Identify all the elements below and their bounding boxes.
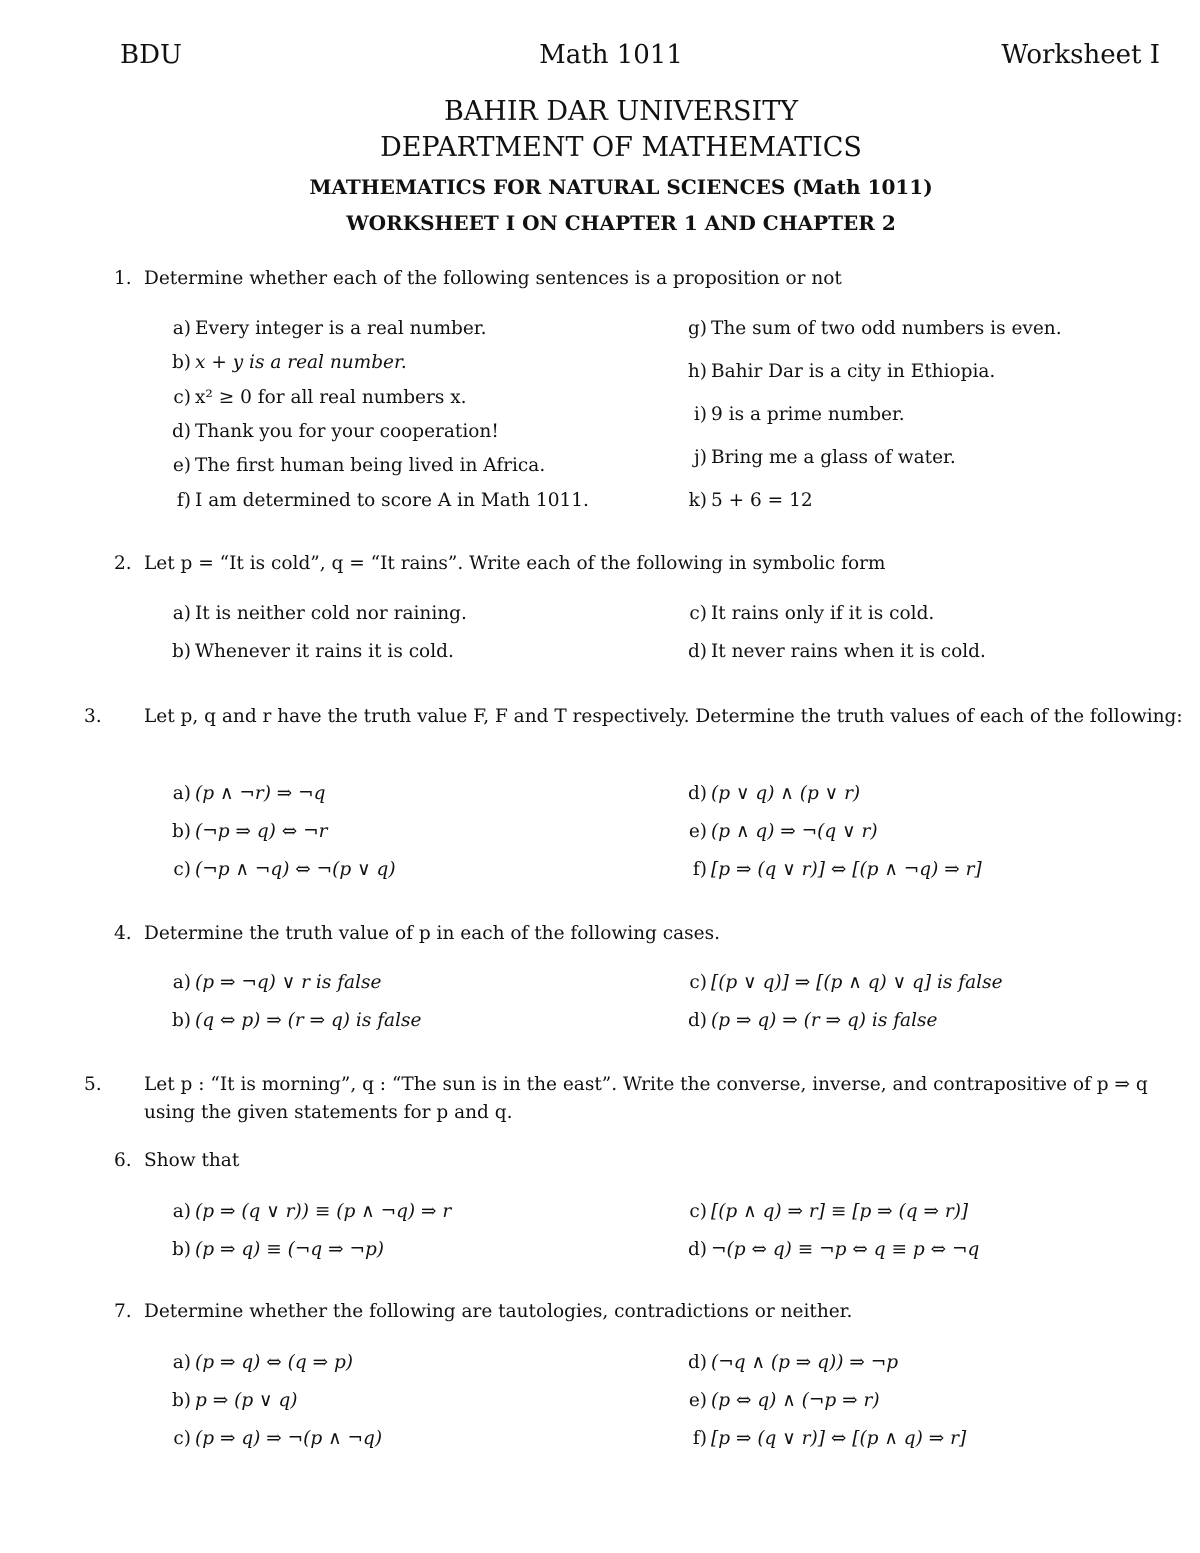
list-item: i) 9 is a prime number.: [693, 404, 905, 425]
list-item: a) (p ⇒ (q ∨ r)) ≡ (p ∧ ¬q) ⇒ r: [172, 1201, 452, 1222]
list-item: a) (p ⇒ q) ⇔ (q ⇒ p): [172, 1352, 354, 1373]
list-item: e) (p ∧ q) ⇒ ¬(q ∨ r): [688, 821, 878, 842]
list-item: g) The sum of two odd numbers is even.: [687, 318, 1062, 339]
worksheet-title: WORKSHEET I ON CHAPTER 1 AND CHAPTER 2: [346, 211, 896, 235]
list-item: b) x + y is a real number.: [171, 352, 407, 373]
header-right: Worksheet I: [1001, 40, 1160, 70]
list-item: j) Bring me a glass of water.: [694, 447, 956, 468]
list-item: f) [p ⇒ (q ∨ r)] ⇔ [(p ∧ q) ⇒ r]: [692, 1428, 967, 1449]
header-left: BDU: [120, 40, 182, 70]
list-item: e) The first human being lived in Africa.: [172, 455, 546, 476]
list-item: a) (p ∧ ¬r) ⇒ ¬q: [172, 783, 326, 804]
list-item: a) (p ⇒ ¬q) ∨ r is false: [172, 972, 382, 993]
list-item: c) (p ⇒ q) ⇒ ¬(p ∧ ¬q): [173, 1428, 383, 1449]
list-item: f) I am determined to score A in Math 1011.: [176, 490, 589, 511]
university-name: BAHIR DAR UNIVERSITY: [443, 96, 799, 127]
list-item: b) (q ⇔ p) ⇒ (r ⇒ q) is false: [171, 1010, 422, 1031]
question-5: [84, 1071, 1190, 1127]
list-item: d) (¬q ∧ (p ⇒ q)) ⇒ ¬p: [687, 1352, 899, 1373]
list-item: b) p ⇒ (p ∨ q): [171, 1390, 298, 1411]
title-block: [0, 94, 1200, 166]
list-item: d) It never rains when it is cold.: [687, 641, 986, 662]
list-item: c) [(p ∧ q) ⇒ r] ≡ [p ⇒ (q ⇒ r)]: [689, 1201, 969, 1222]
course-title: MATHEMATICS FOR NATURAL SCIENCES (Math 1011): [309, 175, 933, 199]
question-number: 5.: [84, 1074, 102, 1095]
list-item: c) (¬p ∧ ¬q) ⇔ ¬(p ∨ q): [173, 859, 396, 880]
list-item: c) It rains only if it is cold.: [689, 603, 935, 624]
list-item: d) (p ∨ q) ∧ (p ∨ r): [687, 783, 861, 804]
list-item: a) It is neither cold nor raining.: [172, 603, 467, 624]
list-item: e) (p ⇔ q) ∧ (¬p ⇒ r): [688, 1390, 880, 1411]
list-item: c) [(p ∨ q)] ⇒ [(p ∧ q) ∨ q] is false: [689, 972, 1003, 993]
question-number: 4.: [114, 923, 132, 944]
list-item: h) Bahir Dar is a city in Ethiopia.: [687, 361, 996, 382]
question-number: 6.: [114, 1150, 132, 1171]
question-6: [114, 1147, 1160, 1175]
question-1: [114, 265, 1160, 293]
question-text: Let p = “It is cold”, q = “It rains”. Write each of the following in symbolic form: [144, 553, 886, 574]
list-item: f) [p ⇒ (q ∨ r)] ⇔ [(p ∧ ¬q) ⇒ r]: [692, 859, 982, 880]
question-7: [114, 1298, 1160, 1326]
list-item: d) Thank you for your cooperation!: [171, 421, 499, 442]
question-text: Determine whether each of the following sentences is a proposition or not: [144, 268, 842, 289]
question-4: [114, 920, 1160, 948]
question-text: Determine whether the following are tautologies, contradictions or neither.: [144, 1301, 853, 1322]
list-item: b) (¬p ⇒ q) ⇔ ¬r: [171, 821, 328, 842]
list-item: c) x² ≥ 0 for all real numbers x.: [173, 387, 467, 408]
list-item: d) (p ⇒ q) ⇒ (r ⇒ q) is false: [687, 1010, 938, 1031]
list-item: b) Whenever it rains it is cold.: [171, 641, 454, 662]
list-item: b) (p ⇒ q) ≡ (¬q ⇒ ¬p): [171, 1239, 385, 1260]
department-name: DEPARTMENT OF MATHEMATICS: [380, 132, 862, 163]
question-text: Show that: [144, 1150, 240, 1171]
header-center: Math 1011: [539, 40, 683, 70]
question-number: 2.: [114, 553, 132, 574]
question-text: Let p, q and r have the truth value F, F and T respectively. Determine the truth values of each of the following:: [144, 706, 1183, 727]
list-item: d) ¬(p ⇔ q) ≡ ¬p ⇔ q ≡ p ⇔ ¬q: [687, 1239, 980, 1260]
question-number: 3.: [84, 706, 102, 727]
question-text: Determine the truth value of p in each of the following cases.: [144, 923, 720, 944]
question-text: Let p : “It is morning”, q : “The sun is in the east”. Write the converse, inverse, and contrapositive of p ⇒ q using the given statements for p and q.: [144, 1074, 1148, 1123]
list-item: a) Every integer is a real number.: [172, 318, 487, 339]
list-item: k) 5 + 6 = 12: [688, 490, 813, 511]
question-number: 7.: [114, 1301, 132, 1322]
question-number: 1.: [114, 268, 132, 289]
question-2: [114, 550, 1160, 578]
question-3: [84, 703, 1190, 731]
